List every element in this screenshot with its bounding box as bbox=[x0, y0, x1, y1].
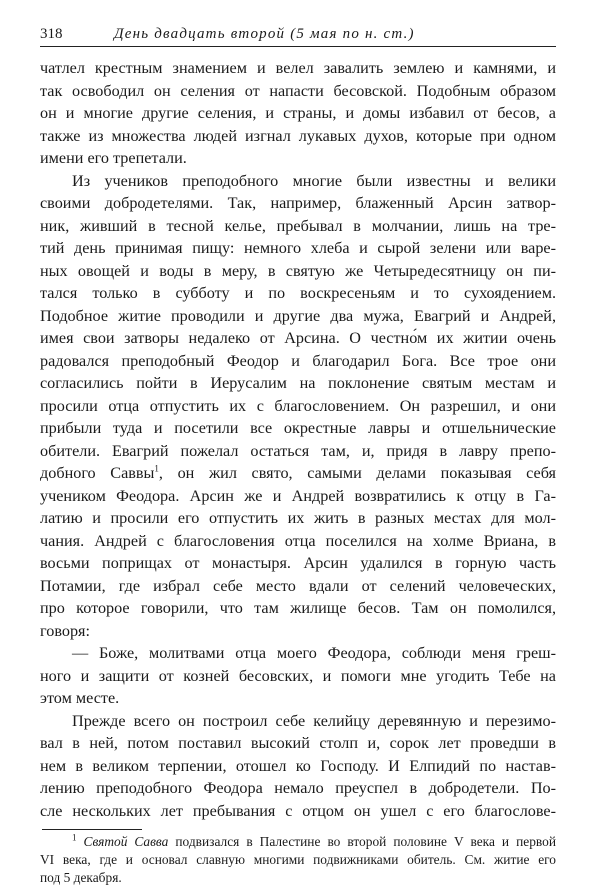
text-line: ного и защити от козней бесовских, и помоги мне угодить Тебе на bbox=[40, 666, 556, 685]
text-line: учеником Феодора. Арсин же и Андрей возвратились к отцу в Га- bbox=[40, 486, 556, 505]
text-line: он и многие другие селения, и страны, и домы избавил от бесов, а bbox=[40, 104, 556, 122]
prayer-paragraph bbox=[40, 642, 556, 710]
text-line: Потамии, где избрал себе место вдали от селений человеческих, bbox=[40, 576, 556, 595]
text-fragment: добного Саввы bbox=[40, 464, 155, 482]
text-line: тался только в субботу и по воскресеньям и то сухоядением. bbox=[40, 284, 556, 302]
footnote-marker: 1 bbox=[154, 463, 159, 474]
book-page bbox=[40, 26, 556, 887]
paragraph-2 bbox=[40, 170, 556, 643]
text-line: — Боже, молитвами отца моего Феодора, соблюди меня греш- bbox=[72, 644, 556, 662]
text-line: латию и просили его отпустить их жить в разных местах для мол- bbox=[40, 509, 556, 527]
text-line: тий день принимая пищу: немного хлеба и сырой зелени или варе- bbox=[40, 239, 556, 257]
text-line: Из учеников преподобного многие были известны и велики bbox=[72, 171, 556, 190]
text-line: про которое говорили, что там жилище бесов. Там он помолился, bbox=[40, 599, 556, 617]
text-line-with-footnote bbox=[40, 462, 556, 485]
running-title: День двадцать второй (5 мая по н. ст.) bbox=[114, 26, 415, 42]
footnote-line: под 5 декабря. bbox=[40, 870, 122, 885]
running-header bbox=[40, 26, 556, 47]
text-line: своими добродетелями. Так, например, блаженный Арсин затвор- bbox=[40, 194, 556, 212]
text-line: восьми поприщах от монастыря. Арсин удалился в горную часть bbox=[40, 554, 556, 572]
paragraph-1 bbox=[40, 57, 556, 170]
text-line: вал в ней, потом поставил высокий столп и, сорок лет проведши в bbox=[40, 734, 556, 752]
footnote-line: VI века, где и основал славную многими подвижниками обитель. См. житие его bbox=[40, 852, 556, 867]
text-line: ных овощей и воды в меру, в святую же Четыредесятницу он пи- bbox=[40, 261, 556, 280]
text-line: имея свои затворы недалеко от Арсина. О честно́м их житии очень bbox=[40, 329, 556, 347]
main-text bbox=[40, 57, 556, 822]
text-line: сле нескольких лет пребывания с отцом он ушел с его благослове- bbox=[40, 801, 556, 820]
footnote-text: подвизался в Палестине во второй половине V века и первой bbox=[168, 834, 556, 849]
text-line: так освободил он селения от напасти бесовской. Подобным образом bbox=[40, 81, 556, 100]
text-line: говоря: bbox=[40, 621, 90, 640]
text-line: радовался преподобный Феодор и благодарил Бога. Все трое они bbox=[40, 351, 556, 370]
text-fragment: , он жил свято, самыми делами показывая себя bbox=[158, 464, 556, 482]
text-line: ник, живший в тесной келье, пребывал в молчании, лишь на тре- bbox=[40, 216, 556, 235]
text-line: этом месте. bbox=[40, 689, 120, 707]
footnote-italic: Святой Савва bbox=[83, 834, 169, 849]
text-line: также из множества людей изгнал лукавых духов, которые при одном bbox=[40, 126, 556, 145]
footnote bbox=[40, 833, 556, 887]
page-number: 318 bbox=[40, 26, 63, 42]
text-line: Прежде всего он построил себе келийцу деревянную и перезимо- bbox=[72, 711, 556, 730]
text-line: нем в великом терпении, отошел ко Господу. И Елпидий по настав- bbox=[40, 756, 556, 775]
text-line: чания. Андрей с благословения отца поселился на холме Вриана, в bbox=[40, 531, 556, 550]
text-line: Подобное житие проводили и другие два мужа, Евагрий и Андрей, bbox=[40, 306, 556, 325]
text-line: лению преподобного Феодора немало преуспел в добродетели. По- bbox=[40, 779, 556, 797]
text-line: имени его трепетали. bbox=[40, 149, 187, 167]
footnote-divider bbox=[42, 829, 142, 830]
footnote-line bbox=[40, 833, 556, 851]
paragraph-final bbox=[40, 710, 556, 823]
text-line: просили отца отпустить их с благословением. Он разрешил, и они bbox=[40, 396, 556, 415]
text-line: согласились пойти в Иерусалим на поклонение святым местам и bbox=[40, 374, 556, 392]
footnote-number: 1 bbox=[72, 832, 77, 843]
text-line: чатлел крестным знамением и велел завалить землею и камнями, и bbox=[40, 59, 556, 77]
text-line: прибыли туда и посетили все окрестные лавры и отшельнические bbox=[40, 419, 556, 437]
text-line: обители. Евагрий пожелал остаться там, и, придя в лавру препо- bbox=[40, 441, 556, 460]
